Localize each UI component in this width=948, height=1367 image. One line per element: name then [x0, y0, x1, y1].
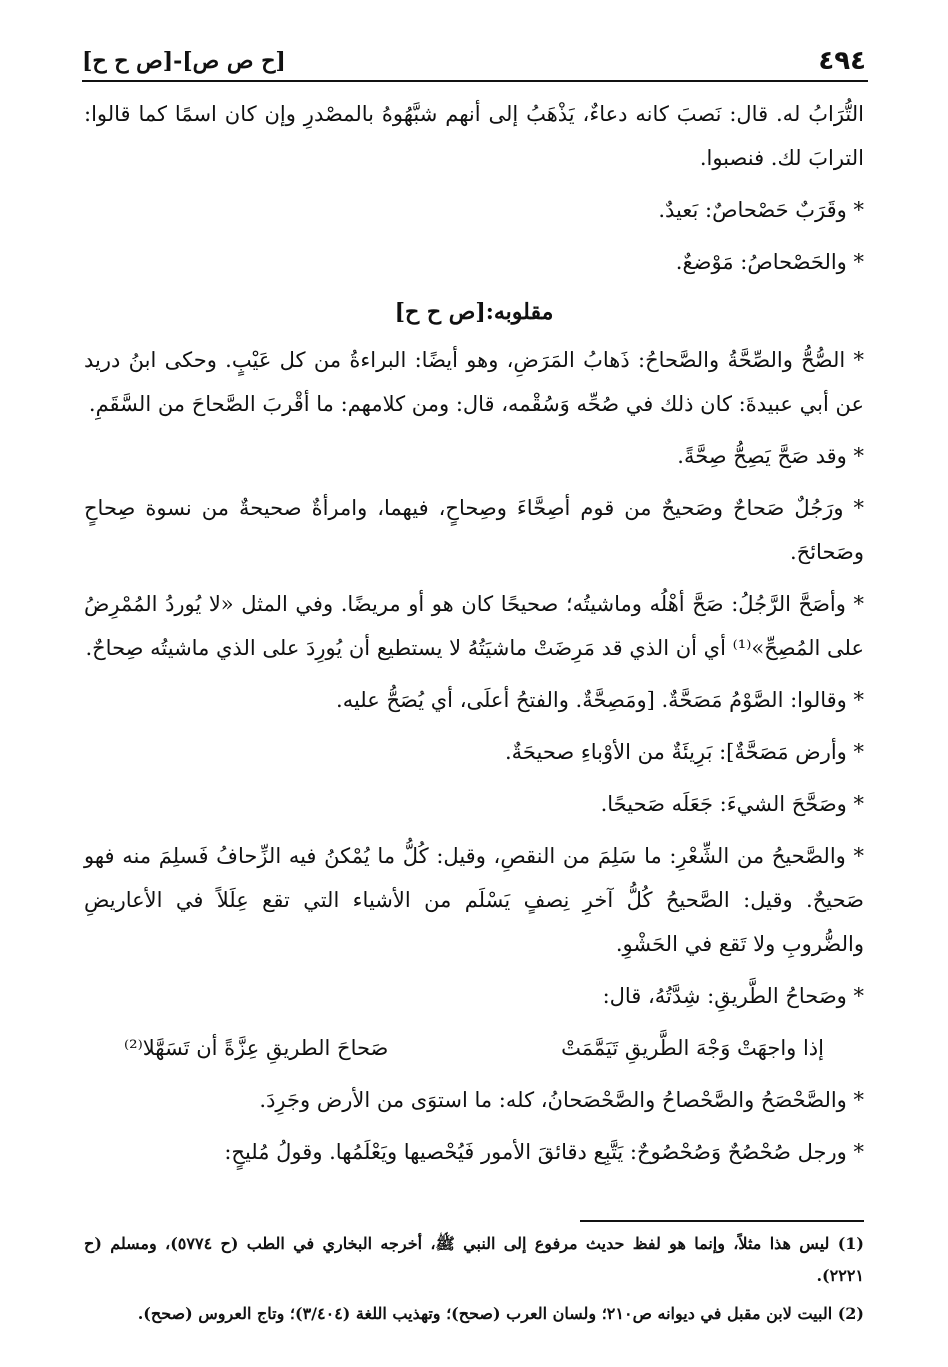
- footnotes: [84, 1228, 864, 1336]
- paragraph: * والحَصْحاصُ: مَوْضعٌ.: [675, 250, 864, 274]
- paragraph: التُّرَابُ له. قال: نَصبَ كانه دعاءٌ، يَذْهَبُ إلى أنهم شبَّهُوهُ بالمصْدرِ وإن كان اسمًا كما قالوا: الترابَ لك. فنصبوا.: [84, 102, 864, 170]
- entry: * والصَّحْصَحُ والصَّحْصاحُ والصَّحْصَحانُ، كله: ما استوَى من الأرض وجَرِدَ.: [259, 1088, 864, 1112]
- page-header: [82, 44, 866, 84]
- entry: * الصُّحُّ والصِّحَّةُ والصَّحاحُ: ذَهابُ المَرَضِ، وهو أيضًا: البراءةُ من كل عَيْبٍ. وحكى ابنُ دريد عن أبي عبيدةَ: كان ذلك في صُحِّه وَسُقْمه، قال: ومن كلامهم: ما أقْربَ الصَّحاحَ من السَّقَمِ.: [84, 348, 864, 416]
- header-divider: [82, 80, 868, 82]
- section-heading: مقلوبه:[ص ح ح]: [394, 299, 554, 325]
- poetry-verse: [124, 1026, 824, 1070]
- entry: * وقالوا: الصَّوْمُ مَصَحَّةٌ. [ومَصِحَّةٌ. والفتحُ أعلَى، أي يُصَحُّ عليه.: [336, 688, 864, 712]
- verse-second-hemistich: صَحاحَ الطريقِ عِزَّةً أن تَسَهَّلا⁽²⁾: [124, 1036, 389, 1060]
- footnote: (1) ليس هذا مثلاً، وإنما هو لفظ حديث مرفوع إلى النبي ﷺ، أخرجه البخاري في الطب (ح ٥٧٧٤)، ومسلم (ح ٢٢٢١).: [84, 1234, 864, 1285]
- entry: * وقد صَحَّ يَصِحُّ صِحَّةً.: [677, 444, 864, 468]
- main-text: [84, 92, 864, 1182]
- entry: * وأصَحَّ الرَّجُلُ: صَحَّ أهْلُه وماشيتُه؛ صحيحًا كان هو أو مريضًا. وفي المثل «لا يُوردُ المُمْرِضُ على المُصِحِّ»⁽¹⁾ أي أن الذي قد مَرِضَتْ ماشيَتُهُ لا يستطيع أن يُورِدَ على الذي ماشيتُه صِحاحٌ.: [84, 592, 864, 660]
- verse-first-hemistich: إذا واجهَتْ وَجْهَ الطَّريقِ تَيَمَّمَتْ: [561, 1036, 824, 1060]
- running-head: [ح ص ص]-[ص ح ح]: [82, 48, 286, 74]
- entry: * وأرض مَصَحَّةٌ]: بَرِيئَةٌ من الأوْباءِ صحيحَةٌ.: [505, 740, 864, 764]
- entry: * ورجل صُحْصُحٌ وَصُحْصُوحٌ: يَتَّبِع دقائقَ الأمور فَيُحْصيها ويَعْلَمُها. وقولُ مُليحٍ:: [224, 1140, 864, 1164]
- footnote-divider: [580, 1220, 864, 1222]
- entry: * والصَّحيحُ من الشِّعْرِ: ما سَلِمَ من النقصِ، وقيل: كُلُّ ما يُمْكنُ فيه الزِّحافُ فَسلِمَ منه فهو صَحيحٌ. وقيل: الصَّحيحُ كُلُّ آخرِ نِصفٍ يَسْلَم من الأشياء التي تقع عِلَلاً في الأعاريضِ والضُّروبِ ولا تَقع في الحَشْوِ.: [84, 844, 864, 956]
- paragraph: * وقَرَبٌ حَصْحاصٌ: بَعيدٌ.: [658, 198, 864, 222]
- entry: * وصَحاحُ الطَّريقِ: شِدَّتُهُ، قال:: [602, 984, 864, 1008]
- entry: * وصَحَّحَ الشيءَ: جَعَلَه صَحيحًا.: [600, 792, 864, 816]
- page-number: ٤٩٤: [818, 46, 866, 76]
- entry: * ورَجُلٌ صَحاحٌ وصَحيحٌ من قوم أصِحَّاءَ وصِحاحٍ، فيهما، وامرأةٌ صحيحةٌ من نسوة صِحاحٍ وصَحائحَ.: [84, 496, 864, 564]
- footnote: (2) البيت لابن مقبل في ديوانه ص٢١٠؛ ولسان العرب (صحح)؛ وتهذيب اللغة (٣/٤٠٤)؛ وتاج العروس (صحح).: [137, 1304, 864, 1323]
